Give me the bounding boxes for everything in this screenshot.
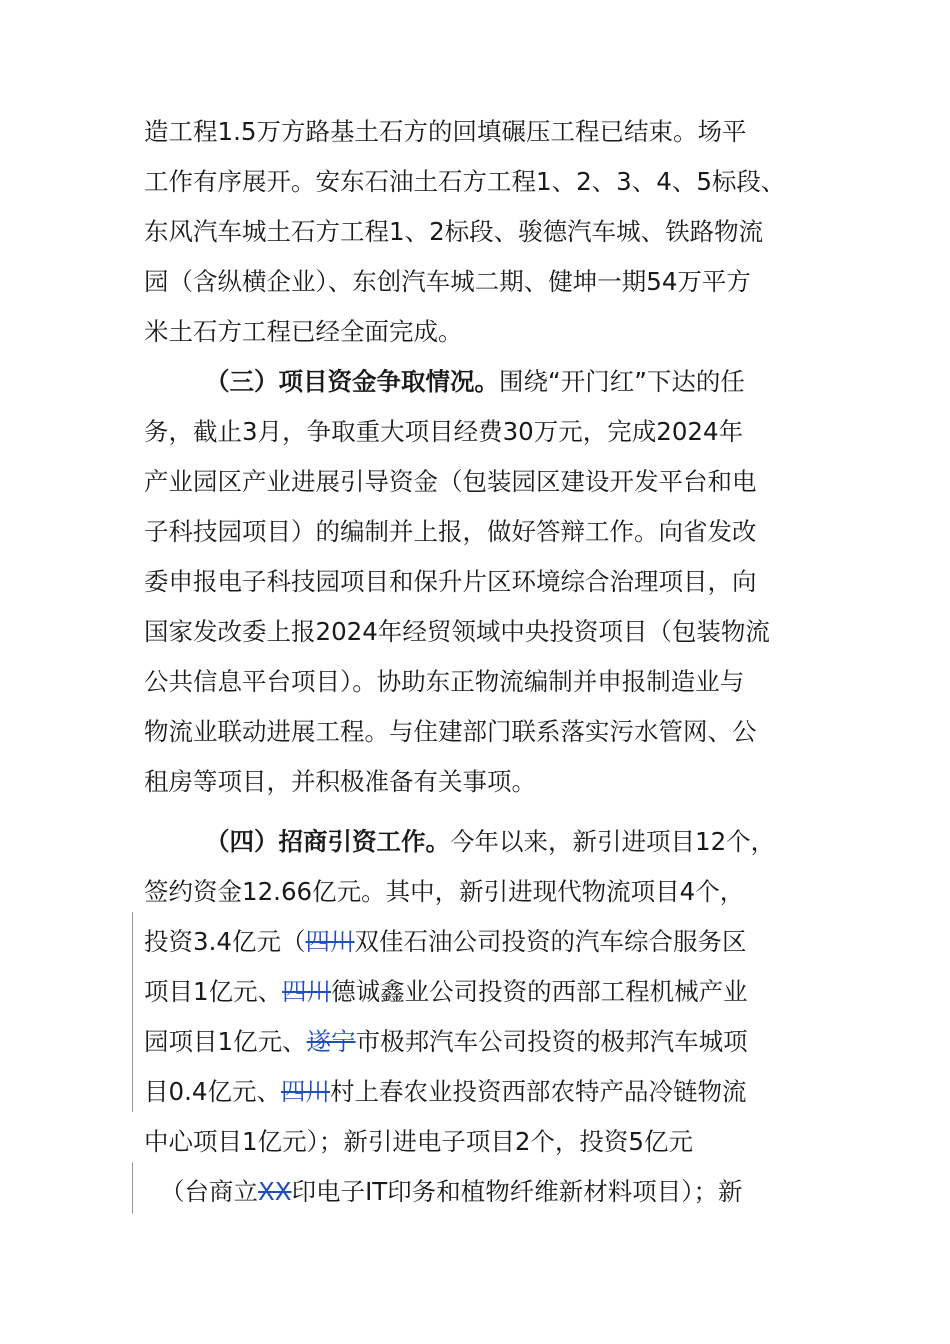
body-line: 工作有序展开。安东石油土石方工程1、2、3、4、5标段、 bbox=[144, 167, 786, 196]
body-line: 子科技园项目）的编制并上报，做好答辩工作。向省发改 bbox=[144, 517, 757, 546]
tracked-deletion: 遂宁 bbox=[306, 1027, 356, 1056]
body-line bbox=[144, 972, 748, 1012]
body-line: 园（含纵横企业）、东创汽车城二期、健坤一期54万平方 bbox=[144, 267, 751, 296]
body-line: 东风汽车城土石方工程1、2标段、骏德汽车城、铁路物流 bbox=[144, 217, 764, 246]
body-line bbox=[144, 1072, 746, 1112]
body-text: 德诚鑫业公司投资的西部工程机械产业 bbox=[331, 977, 748, 1006]
tracked-deletion: 四川 bbox=[305, 927, 355, 956]
tracked-deletion: 四川 bbox=[282, 977, 332, 1006]
body-line: 产业园区产业进展引导资金（包装园区建设开发平台和电 bbox=[144, 467, 757, 496]
body-text: 印电子IT印务和植物纤维新材料项目）；新 bbox=[291, 1177, 743, 1206]
section-heading: （三）项目资金争取情况。 bbox=[205, 367, 499, 396]
body-line: 务，截止3月，争取重大项目经费30万元，完成2024年 bbox=[144, 417, 744, 446]
body-text: 市极邦汽车公司投资的极邦汽车城项 bbox=[355, 1027, 748, 1056]
body-text: （台商立 bbox=[160, 1177, 258, 1206]
revision-change-bar bbox=[132, 912, 133, 1112]
body-line: 物流业联动进展工程。与住建部门联系落实污水管网、公 bbox=[144, 717, 757, 746]
body-line bbox=[160, 1172, 743, 1212]
body-line: 米土石方工程已经全面完成。 bbox=[144, 317, 463, 346]
body-text: 投资3.4亿元（ bbox=[144, 927, 306, 956]
body-text: 项目1亿元、 bbox=[144, 977, 283, 1006]
revision-change-bar bbox=[132, 1162, 133, 1214]
body-line: 造工程1.5万方路基土石方的回填碾压工程已结束。场平 bbox=[144, 117, 747, 146]
body-text: 目0.4亿元、 bbox=[144, 1077, 281, 1106]
tracked-deletion: XX bbox=[258, 1177, 292, 1206]
section-heading-line bbox=[205, 362, 745, 402]
body-text: 村上春农业投资西部农特产品冷链物流 bbox=[329, 1077, 747, 1106]
body-line: 租房等项目，并积极准备有关事项。 bbox=[144, 767, 536, 796]
body-line: 签约资金12.66亿元。其中，新引进现代物流项目4个， bbox=[144, 877, 745, 906]
body-text: 今年以来，新引进项目12个， bbox=[450, 827, 776, 856]
body-line: 委申报电子科技园项目和保升片区环境综合治理项目，向 bbox=[144, 567, 757, 596]
body-line bbox=[144, 1022, 748, 1062]
body-line: 公共信息平台项目）。协助东正物流编制并申报制造业与 bbox=[144, 667, 745, 696]
body-text: 园项目1亿元、 bbox=[144, 1027, 307, 1056]
body-line bbox=[144, 922, 746, 962]
body-line: 国家发改委上报2024年经贸领域中央投资项目（包装物流 bbox=[144, 617, 770, 646]
tracked-deletion: 四川 bbox=[280, 1077, 330, 1106]
section-heading: （四）招商引资工作。 bbox=[205, 827, 450, 856]
body-line: 中心项目1亿元）；新引进电子项目2个，投资5亿元 bbox=[144, 1127, 694, 1156]
body-text: 围绕“开门红”下达的任 bbox=[499, 367, 745, 396]
section-heading-line bbox=[205, 822, 775, 862]
body-text: 双佳石油公司投资的汽车综合服务区 bbox=[354, 927, 747, 956]
